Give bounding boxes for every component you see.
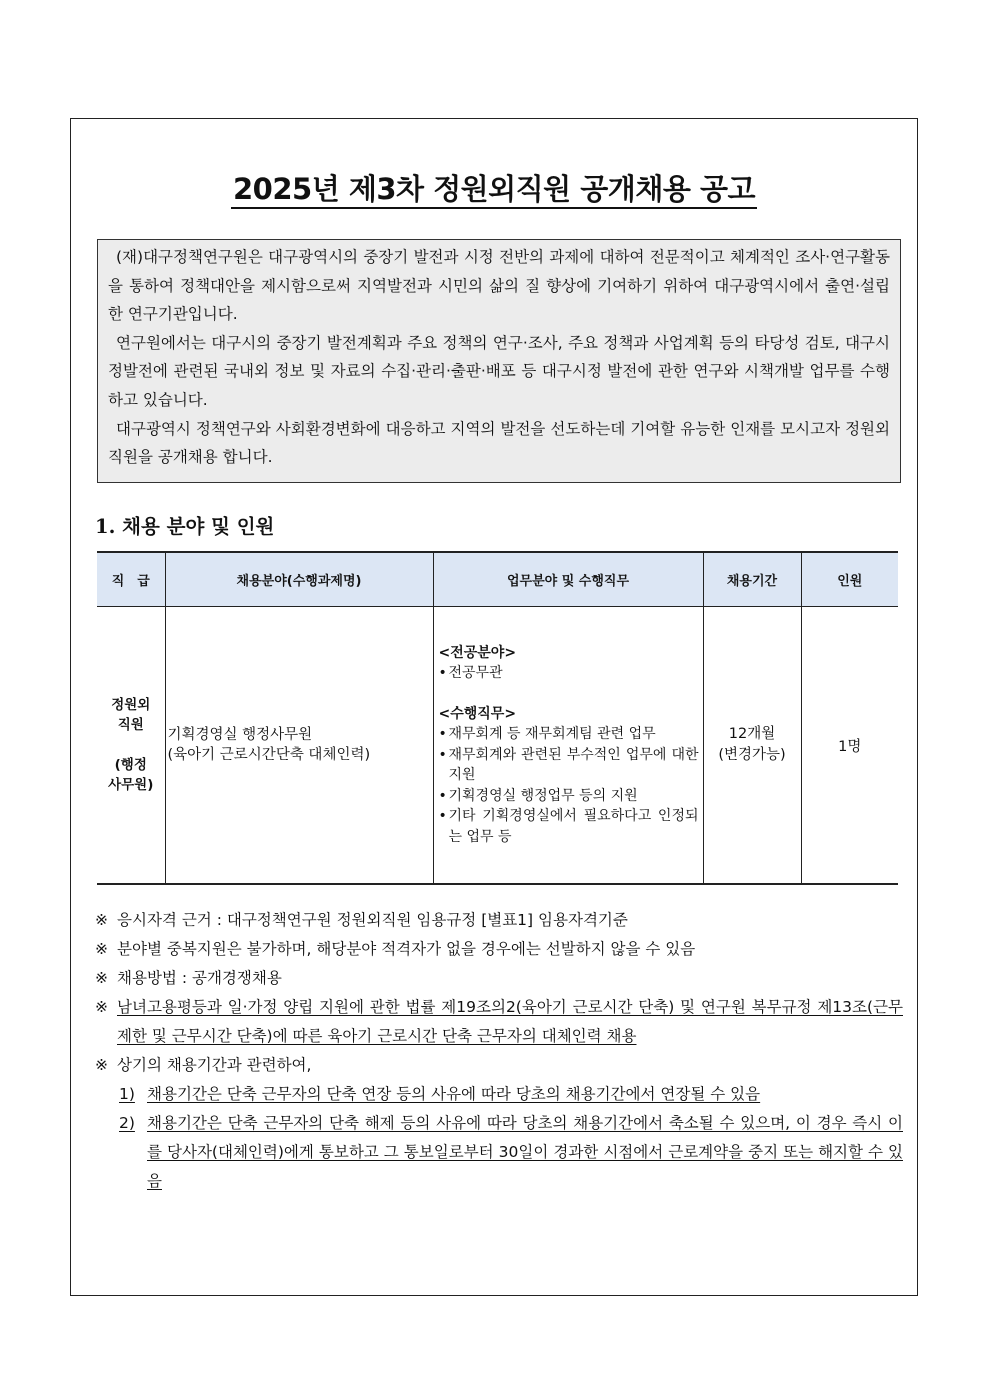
reference-mark-icon: ※ [95,998,108,1016]
list-item: • 기획경영실 행정업무 등의 지원 [439,786,699,807]
page-title-text: 2025년 제3차 정원외직원 공개채용 공고 [231,172,757,209]
note-item [95,906,903,935]
cell-count: 1명 [801,607,898,885]
list-item: • 재무회계와 관련된 부수적인 업무에 대한 지원 [439,745,699,786]
cell-duty [433,607,703,885]
document-frame [70,118,918,1296]
note-item [95,964,903,993]
list-item: • 재무회계 등 재무회계팀 관련 업무 [439,724,699,745]
intro-paragraph-3: 대구광역시 정책연구와 사회환경변화에 대응하고 지역의 발전을 선도하는데 기여할 유능한 인재를 모시고자 정원외직원을 공개채용 합니다. [108,419,890,467]
bullet-icon: • [438,665,447,682]
grade-line: 사무원) [108,777,154,793]
subitem-text: 채용기간은 단축 근무자의 단축 연장 등의 사유에 따라 당초의 채용기간에서 연장될 수 있음 [147,1085,761,1103]
bullet-icon: • [438,808,447,825]
cell-field [165,607,433,885]
recruit-table [97,551,898,885]
note-text: 응시자격 근거 : 대구정책연구원 정원외직원 임용규정 [별표1] 임용자격기준 [117,911,628,929]
note-text: 상기의 채용기간과 관련하여, [117,1056,312,1074]
intro-paragraph-2: 연구원에서는 대구시의 중장기 발전계획과 주요 정책의 연구·조사, 주요 정책과 사업계획 등의 타당성 검토, 대구시정발전에 관련된 국내외 정보 및 자료의 수집·관리·출판·배포 등 대구시정 발전에 관한 연구와 시책개발 업무를 수행하고 있습니다. [108,333,890,409]
field-line: 기획경영실 행정사무원 [167,727,313,743]
intro-box [97,239,901,483]
page-title [71,167,917,208]
grade-line: (행정 [114,757,147,773]
bullet-icon: • [438,787,447,804]
list-item: • 기타 기획경영실에서 필요하다고 인정되는 업무 등 [439,806,699,847]
grade-line: 직원 [117,717,144,733]
header-period: 채용기간 [703,552,801,607]
table-row [97,607,898,885]
note-item [95,935,903,964]
subitem-text: 채용기간은 단축 근무자의 단축 해제 등의 사유에 따라 당초의 채용기간에서 축소될 수 있으며, 이 경우 즉시 이를 당사자(대체인력)에게 통보하고 그 통보일로부터 30일이 경과한 시점에서 근로계약을 중지 또는 해지할 수 있음 [147,1114,903,1190]
bullet-icon: • [438,726,447,743]
note-item [95,1051,903,1080]
notes-section [95,906,903,1196]
period-line: 12개월 [728,726,776,742]
note-subitem [119,1109,903,1196]
note-text: 분야별 중복지원은 불가하며, 해당분야 적격자가 없을 경우에는 선발하지 않을 수 있음 [117,940,696,958]
table-header-row [97,552,898,607]
cell-grade [97,607,165,885]
intro-paragraph-1: (재)대구정책연구원은 대구광역시의 중장기 발전과 시정 전반의 과제에 대하여 전문적이고 체계적인 조사·연구활동을 통하여 정책대안을 제시함으로써 지역발전과 시민의 삶의 질 향상에 기여하기 위하여 대구광역시에서 출연·설립한 연구기관입니다. [108,248,890,324]
field-line: (육아기 근로시간단축 대체인력) [167,747,371,763]
reference-mark-icon: ※ [95,969,108,987]
reference-mark-icon: ※ [95,911,108,929]
list-item: • 전공무관 [439,663,699,684]
header-count: 인원 [801,552,898,607]
duty-major-heading: <전공분야> [438,644,517,661]
subitem-number: 2) [119,1114,135,1132]
section-heading-recruit: 1. 채용 분야 및 인원 [95,515,275,538]
header-grade: 직 급 [97,552,165,607]
note-text: 남녀고용평등과 일·가정 양립 지원에 관한 법률 제19조의2(육아기 근로시간 단축) 및 연구원 복무규정 제13조(근무 제한 및 근무시간 단축)에 따른 육아기 근로시간 단축 근무자의 대체인력 채용 [117,998,903,1045]
bullet-icon: • [438,746,447,763]
note-item [95,993,903,1051]
note-text: 채용방법 : 공개경쟁채용 [117,969,282,987]
note-subitem [119,1080,903,1109]
period-line: (변경가능) [718,747,786,763]
header-duty: 업무분야 및 수행직무 [433,552,703,607]
reference-mark-icon: ※ [95,940,108,958]
header-field: 채용분야(수행과제명) [165,552,433,607]
grade-line: 정원외 [111,697,151,713]
subitem-number: 1) [119,1085,135,1103]
reference-mark-icon: ※ [95,1056,108,1074]
cell-period [703,607,801,885]
duty-tasks-heading: <수행직무> [438,705,517,722]
